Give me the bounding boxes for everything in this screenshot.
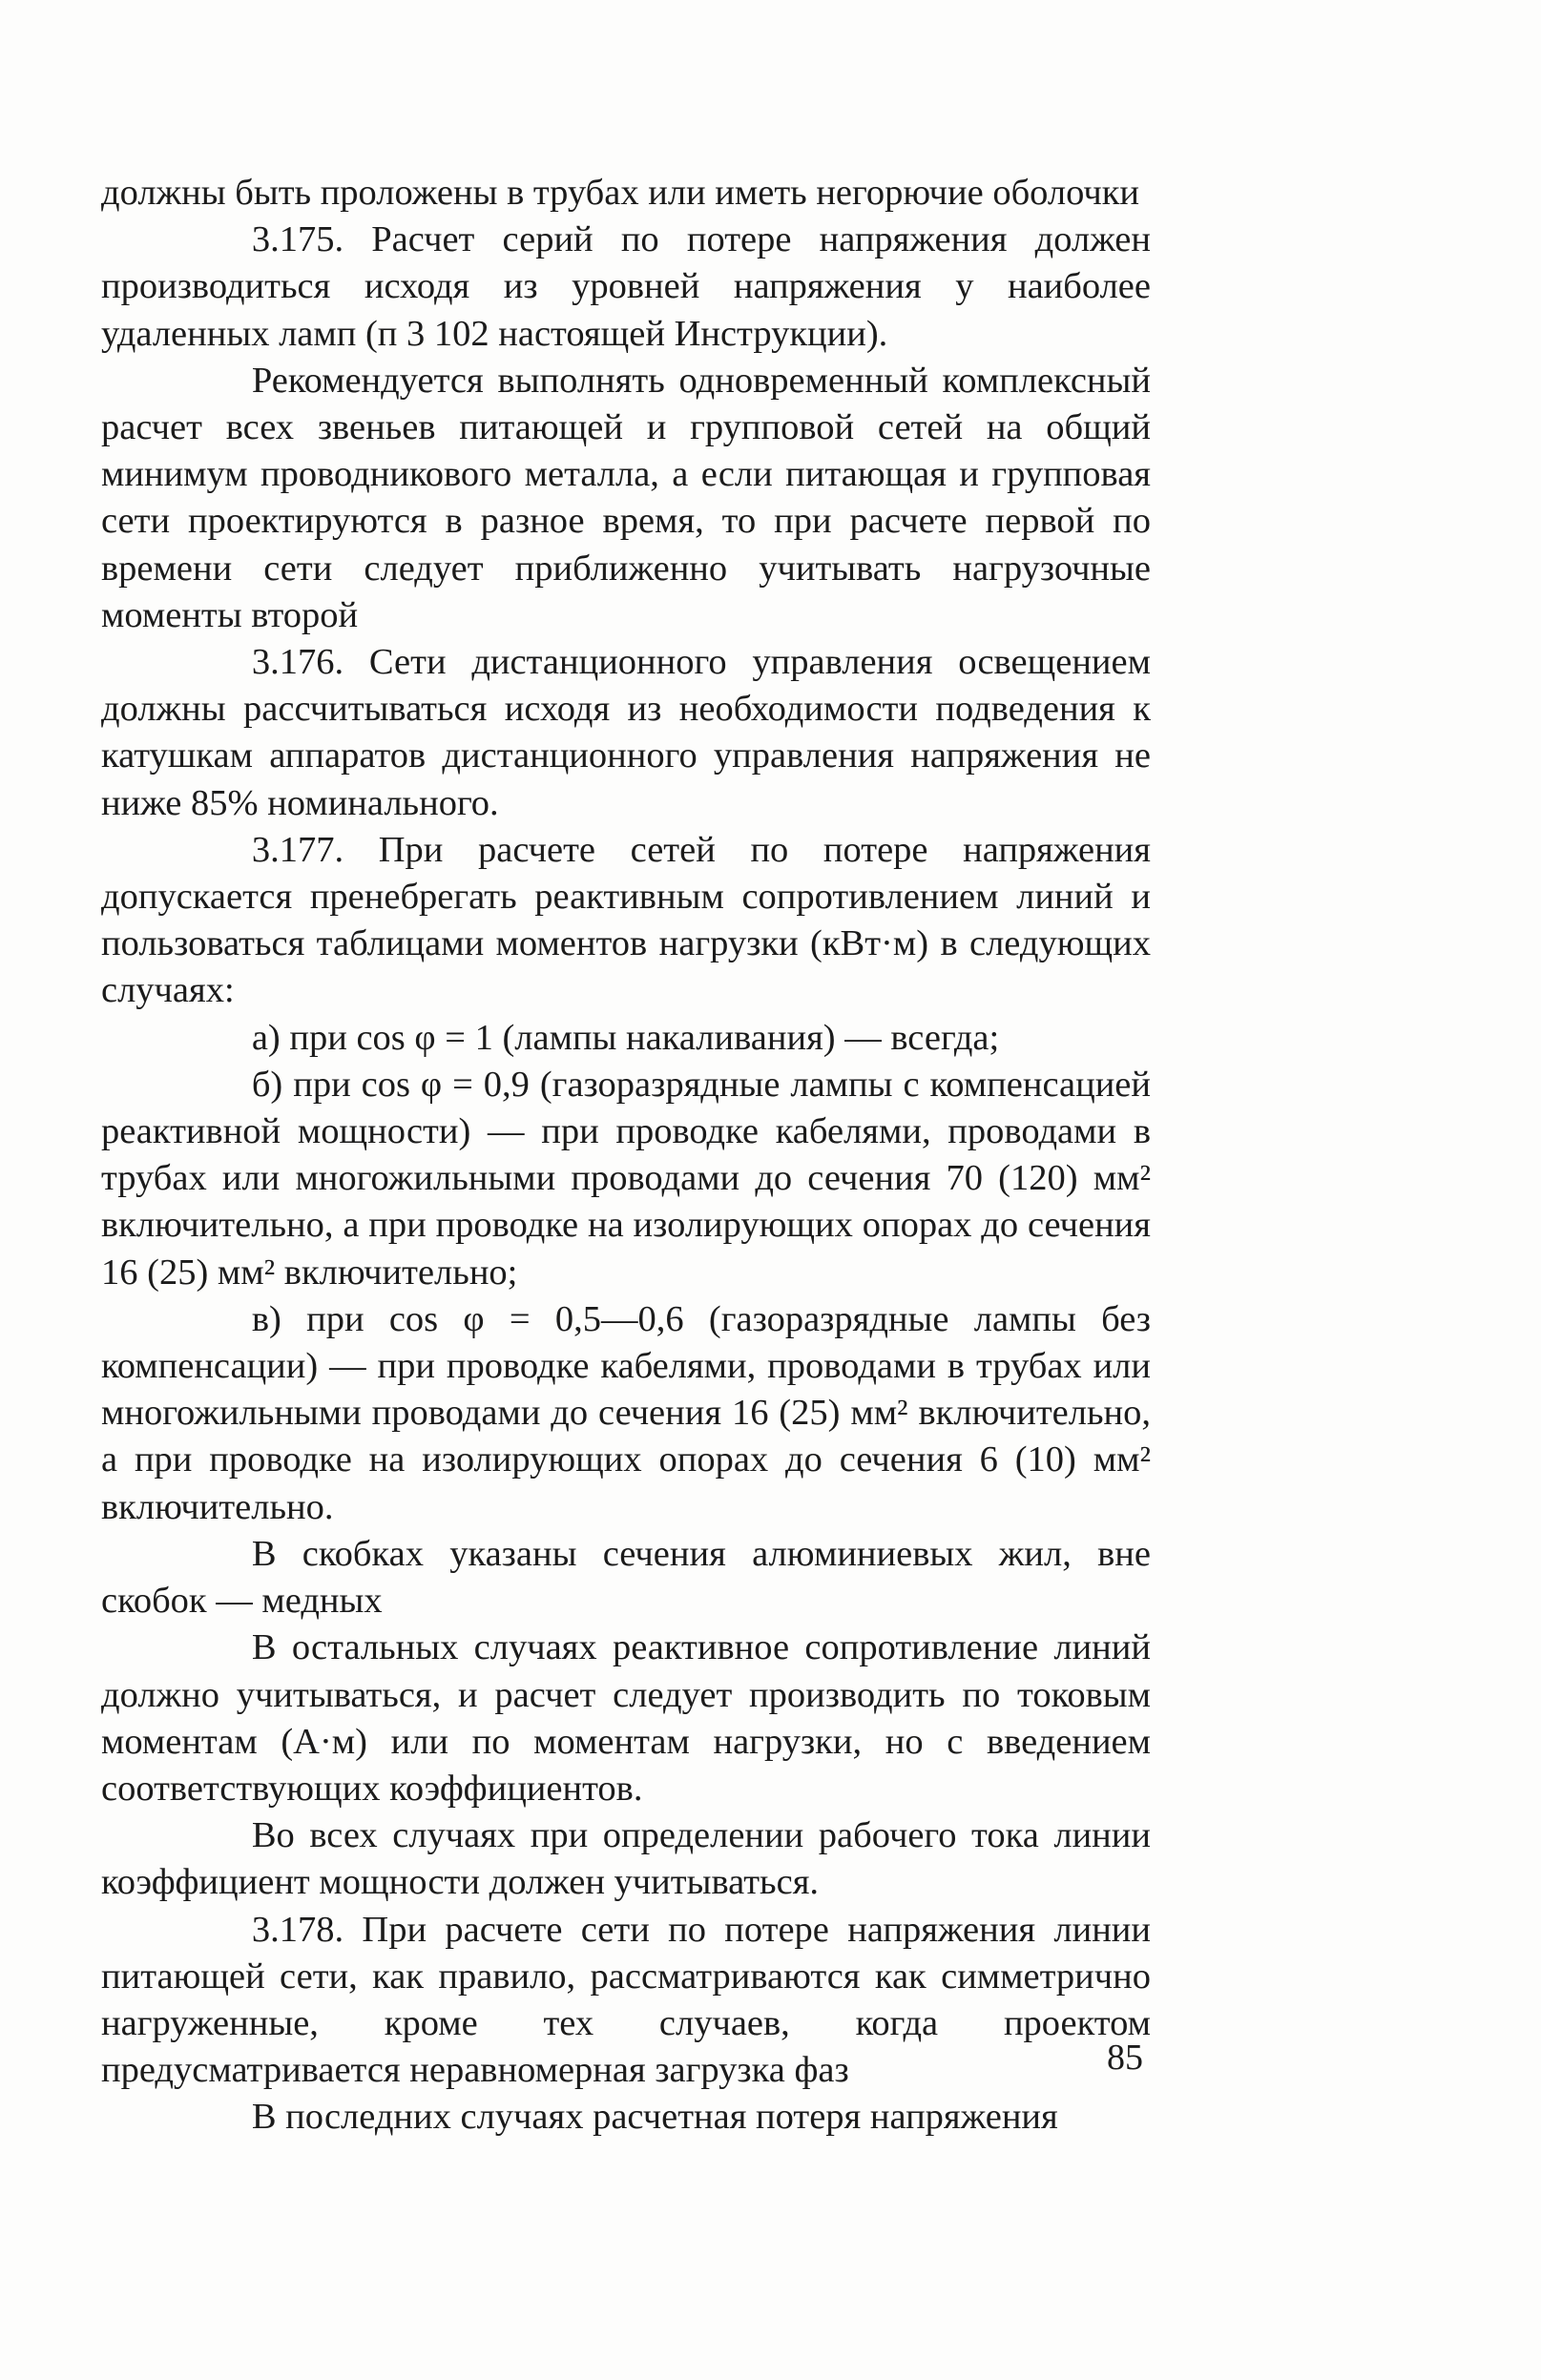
paragraph-3-177: 3.177. При расчете сетей по потере напряжения допускается пренебрегать реактивным сопротивлением линий и пользоваться таблицами моментов нагрузки (кВт·м) в следующих случаях: bbox=[101, 829, 1151, 1011]
paragraph-3-176: 3.176. Сети дистанционного управления освещением должны рассчитываться исходя из необходимости подведения к катушкам аппаратов дистанционного управления напряжения не ниже 85% номинального. bbox=[101, 642, 1151, 823]
paragraph-brackets-note: В скобках указаны сечения алюминиевых жил, вне скобок — медных bbox=[101, 1533, 1151, 1622]
page-number: 85 bbox=[1107, 2038, 1143, 2078]
paragraph-3-175: 3.175. Расчет серий по потере напряжения должен производиться исходя из уровней напряжения у наиболее удаленных ламп (п 3 102 настоящей Инструкции). bbox=[101, 219, 1151, 354]
paragraph-last-cases: В последних случаях расчетная потеря напряжения bbox=[251, 2097, 1058, 2138]
list-item-a: а) при cos φ = 1 (лампы накаливания) — всегда; bbox=[251, 1017, 1000, 1058]
list-item-v: в) при cos φ = 0,5—0,6 (газоразрядные лампы без компенсации) — при проводке кабелями, проводами в трубах или многожильными проводами до сечения 16 (25) мм² включительно, а при проводке на изолирующих опорах до сечения 6 (10) мм² включительно. bbox=[101, 1298, 1151, 1527]
list-item-b: б) при cos φ = 0,9 (газоразрядные лампы с компенсацией реактивной мощности) — при проводке кабелями, проводами в трубах или многожильными проводами до сечения 70 (120) мм² включительно, а при проводке на изолирующих опорах до сечения 16 (25) мм² включительно; bbox=[101, 1064, 1151, 1293]
paragraph-recommendation: Рекомендуется выполнять одновременный комплексный расчет всех звеньев питающей и групповой сетей на общий минимум проводникового металла, а если питающая и групповая сети проектируются в разное время, то при расчете первой по времени сети следует приближенно учитывать нагрузочные моменты второй bbox=[101, 360, 1151, 635]
paragraph-continuation: должны быть проложены в трубах или иметь негорючие оболочки bbox=[101, 173, 1140, 213]
body-text bbox=[101, 170, 1151, 2142]
paragraph-3-178: 3.178. При расчете сети по потере напряжения линии питающей сети, как правило, рассматриваются как симметрично нагруженные, кроме тех случаев, когда проектом предусматривается неравномерная загрузка фаз bbox=[101, 1909, 1151, 2091]
paragraph-power-factor: Во всех случаях при определении рабочего тока линии коэффициент мощности должен учитываться. bbox=[101, 1815, 1151, 1903]
paragraph-other-cases: В остальных случаях реактивное сопротивление линий должно учитываться, и расчет следует производить по токовым моментам (А·м) или по моментам нагрузки, но с введением соответствующих коэффициентов. bbox=[101, 1627, 1151, 1809]
